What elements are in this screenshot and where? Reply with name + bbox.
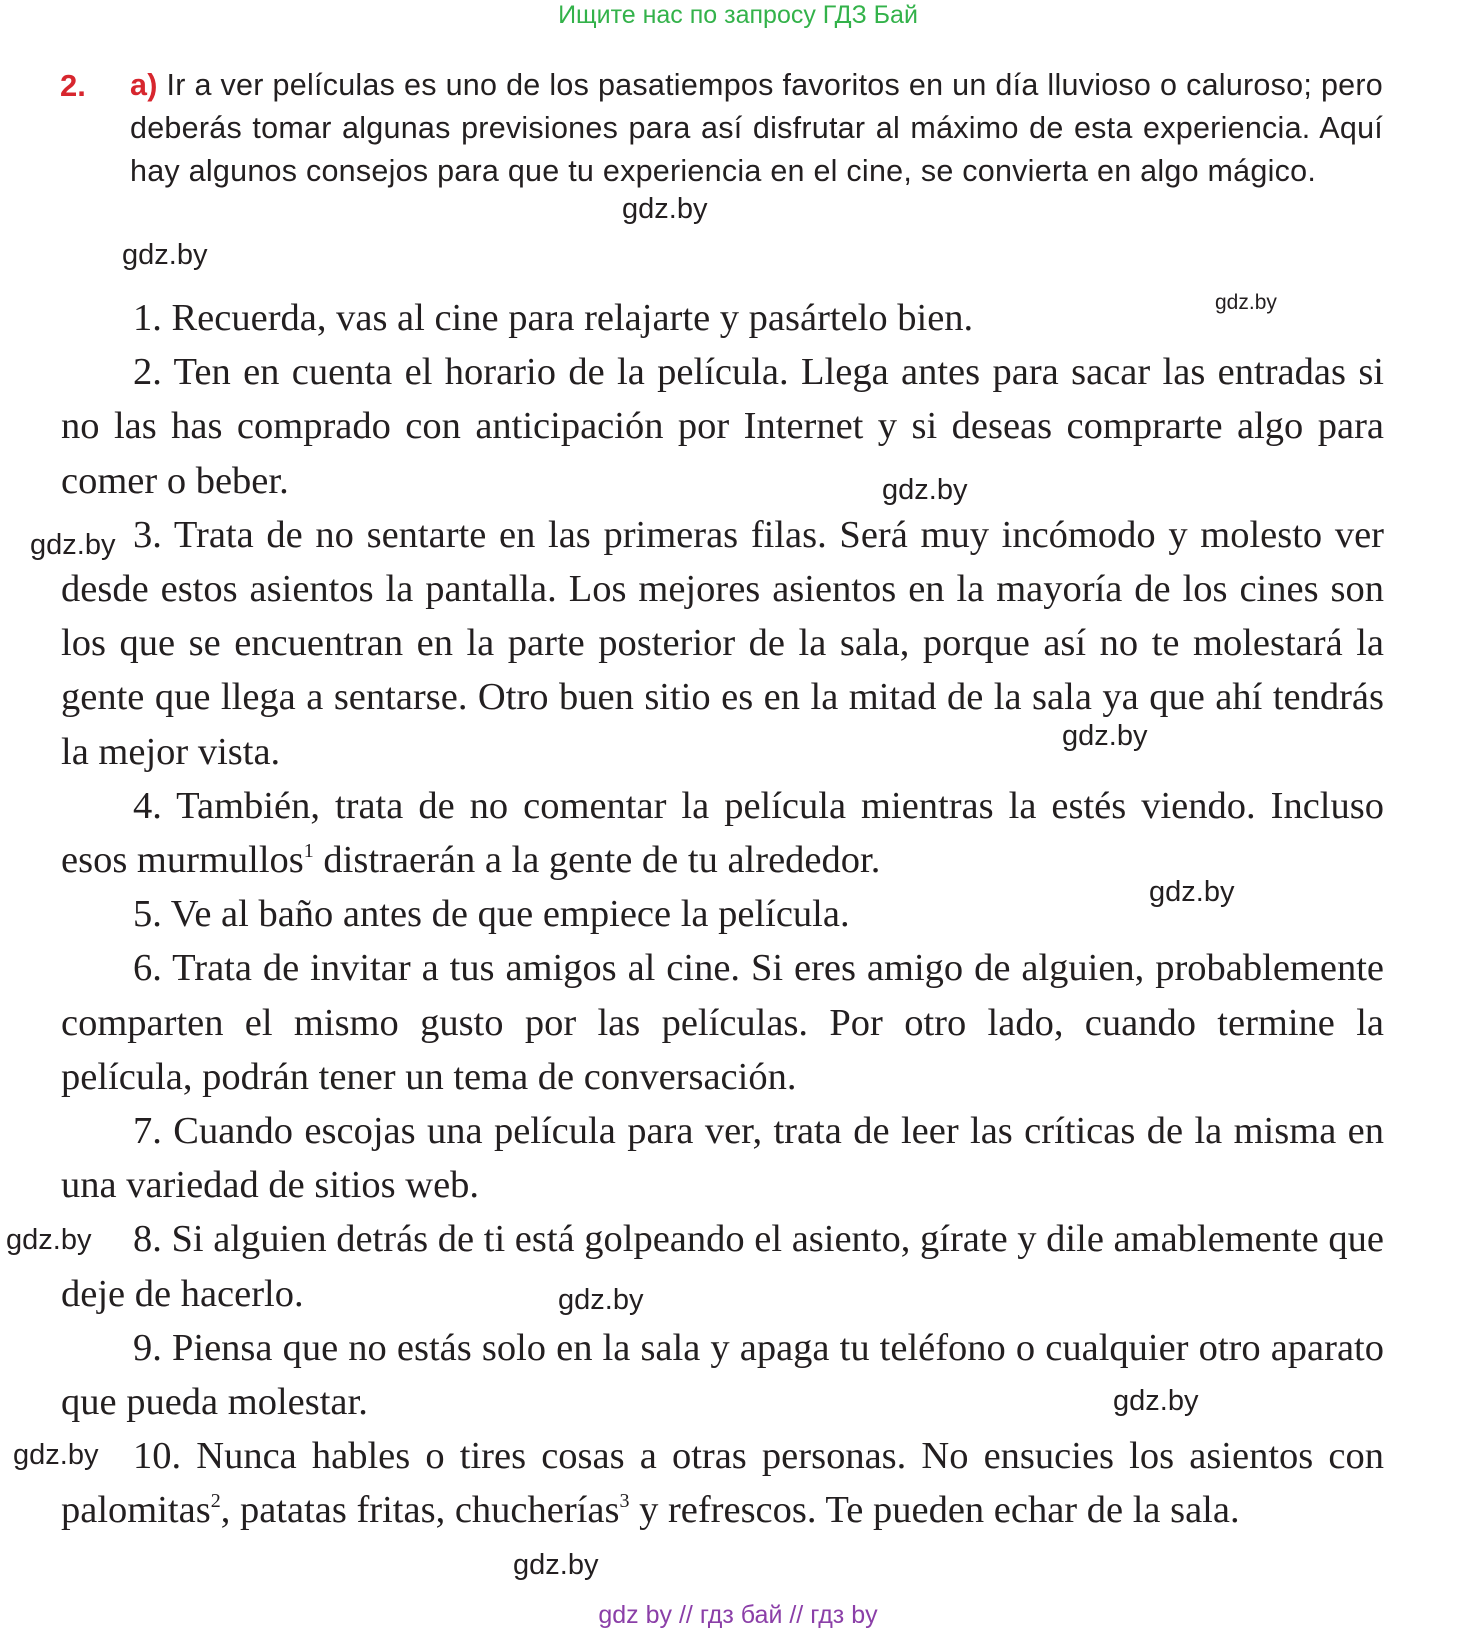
watermark: gdz.by: [1149, 876, 1235, 908]
tips-list: [61, 291, 1384, 1538]
tip-1: 1. Recuerda, vas al cine para relajarte y pasártelo bien.: [133, 297, 974, 339]
watermark: gdz.by: [513, 1549, 599, 1581]
tip-10-text-mid: , patatas fritas, chucherías: [220, 1489, 620, 1532]
watermark: gdz.by: [30, 529, 116, 561]
footnote-marker: 2: [210, 1490, 221, 1513]
tip-4-text: 4. También, trata de no comentar la película mientras la estés viendo. Incluso esos murmullos: [61, 784, 1384, 882]
tip-3: 3. Trata de no sentarte en las primeras filas. Será muy incómodo y molesto ver desde estos asientos la pantalla. Los mejores asientos en la mayoría de los cines son los que se encuentran en la parte posterior de la sala, porque así no te molestará la gente que llega a sentarse. Otro buen sitio es en la mitad de la sala ya que ahí tendrás la mejor vista.: [61, 513, 1384, 773]
watermark: gdz.by: [622, 193, 708, 225]
tip-2: 2. Ten en cuenta el horario de la película. Llega antes para sacar las entradas si no las has comprado con anticipación por Internet y si deseas comprarte algo para comer o beber.: [61, 351, 1384, 502]
footnote-marker: 1: [303, 840, 314, 863]
intro-text: Ir a ver películas es uno de los pasatiempos favoritos en un día lluvioso o caluroso; pero deberás tomar algunas previsiones para así disfrutar al máximo de esta experiencia. Aquí hay algunos consejos para que tu experiencia en el cine, se convierta en algo mágico.: [130, 68, 1383, 188]
tip-10-text: 10. Nunca hables o tires cosas a otras personas. No ensucies los asientos con palomitas: [61, 1435, 1384, 1532]
part-label: a): [130, 68, 158, 102]
tip-6: 6. Trata de invitar a tus amigos al cine. Si eres amigo de alguien, probablemente comparten el mismo gusto por las películas. Por otro lado, cuando termine la película, podrán tener un tema de conversación.: [61, 947, 1384, 1098]
tip-10: [61, 1429, 1384, 1537]
exercise-number: 2.: [60, 68, 86, 103]
footer-links[interactable]: gdz by // гдз бай // гдз by: [598, 1601, 878, 1629]
tip-5: 5. Ve al baño antes de que empiece la película.: [133, 893, 850, 936]
tip-9: 9. Piensa que no estás solo en la sala y apaga tu teléfono o cualquier otro aparato que pueda molestar.: [61, 1326, 1384, 1424]
watermark: gdz.by: [1215, 291, 1277, 314]
tip-10-text-end: y refrescos. Te pueden echar de la sala.: [629, 1489, 1240, 1532]
tip-8: 8. Si alguien detrás de ti está golpeando el asiento, gírate y dile amablemente que deje de hacerlo.: [61, 1218, 1384, 1315]
watermark: gdz.by: [882, 474, 968, 506]
watermark: gdz.by: [6, 1224, 92, 1256]
watermark: gdz.by: [122, 239, 208, 271]
watermark: gdz.by: [1062, 720, 1148, 752]
watermark: gdz.by: [13, 1439, 99, 1471]
tip-4-text-end: distraerán a la gente de tu alrededor.: [313, 839, 881, 882]
watermark: gdz.by: [1113, 1385, 1199, 1417]
tip-4: [61, 779, 1384, 887]
exercise-intro: [130, 64, 1383, 193]
footnote-marker: 3: [619, 1490, 630, 1513]
watermark: gdz.by: [558, 1284, 644, 1316]
tip-7: 7. Cuando escojas una película para ver, trata de leer las críticas de la misma en una variedad de sitios web.: [61, 1110, 1384, 1207]
search-hint-banner[interactable]: Ищите нас по запросу ГДЗ Бай: [558, 1, 918, 29]
